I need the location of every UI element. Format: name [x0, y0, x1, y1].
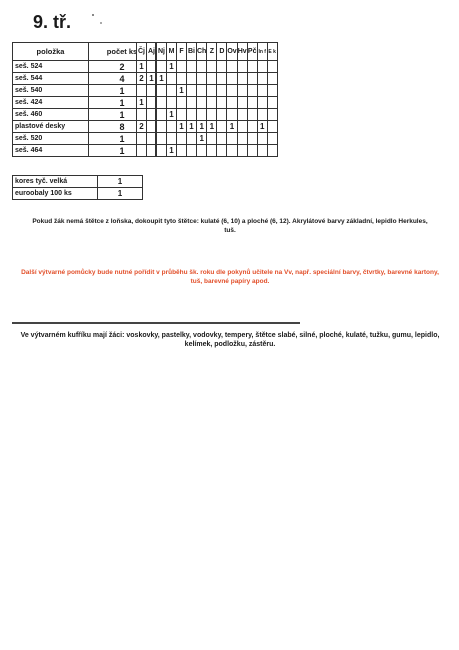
- subject-cell: [177, 109, 187, 121]
- subject-cell: [237, 145, 247, 157]
- subject-cell: 1: [257, 121, 267, 133]
- subject-cell: [147, 85, 157, 97]
- subject-cell: [187, 145, 197, 157]
- subject-cell: [197, 145, 207, 157]
- table-row: [13, 176, 143, 188]
- subject-cell: [197, 85, 207, 97]
- items-header-row: [13, 43, 156, 61]
- subject-cell: 1: [177, 121, 187, 133]
- subject-cell: [247, 121, 257, 133]
- subject-cell: [157, 145, 167, 157]
- column-header-subject: Ch: [197, 43, 207, 61]
- item-name: seš. 544: [13, 73, 89, 85]
- subject-cell: 1: [167, 145, 177, 157]
- subject-cell: [147, 109, 157, 121]
- subject-cell: [167, 121, 177, 133]
- subject-cell: [267, 85, 277, 97]
- item-name: seš. 464: [13, 145, 89, 157]
- subject-cell: [217, 73, 227, 85]
- subject-cell: 1: [147, 73, 157, 85]
- subject-cell: [187, 109, 197, 121]
- subject-cell: [227, 61, 237, 73]
- column-header-subject: In f: [257, 43, 267, 61]
- subject-cell: 1: [137, 97, 147, 109]
- table-row: [137, 133, 278, 145]
- subject-cell: [257, 145, 267, 157]
- subject-cell: [167, 97, 177, 109]
- subject-cell: [207, 97, 217, 109]
- subject-cell: [247, 109, 257, 121]
- table-row: [13, 97, 156, 109]
- subject-cell: [237, 85, 247, 97]
- subject-cell: 1: [137, 61, 147, 73]
- subject-cell: [257, 109, 267, 121]
- subject-cell: [197, 61, 207, 73]
- item-count: 2: [89, 61, 156, 73]
- table-row: [13, 61, 156, 73]
- subject-cell: [157, 97, 167, 109]
- subject-cell: 1: [157, 73, 167, 85]
- column-header-subject: Čj: [137, 43, 147, 61]
- subject-cell: 1: [207, 121, 217, 133]
- table-row: [137, 145, 278, 157]
- column-header-subject: F: [177, 43, 187, 61]
- subject-cell: [247, 73, 257, 85]
- subject-cell: [177, 61, 187, 73]
- subject-cell: 2: [137, 73, 147, 85]
- subject-cell: [267, 133, 277, 145]
- table-row: [13, 145, 156, 157]
- item-count: 4: [89, 73, 156, 85]
- subject-cell: [267, 109, 277, 121]
- subject-cell: [137, 85, 147, 97]
- subject-cell: [217, 61, 227, 73]
- item-count: 1: [89, 85, 156, 97]
- subject-cell: [267, 145, 277, 157]
- subject-cell: [247, 85, 257, 97]
- note-art-kit: Ve výtvarném kufříku mají žáci: voskovky, pastelky, vodovky, tempery, štětce slabé, silné, ploché, kulaté, tužku, gumu, lepidlo, kelímek, podložku, zástěru.: [20, 332, 440, 348]
- subject-cell: [257, 61, 267, 73]
- subject-cell: [217, 97, 227, 109]
- column-header-subject: E k: [267, 43, 277, 61]
- subject-cell: [227, 145, 237, 157]
- subject-cell: 1: [167, 109, 177, 121]
- column-header-count: počet ks: [89, 43, 156, 61]
- page-title: 9. tř.: [33, 12, 72, 32]
- subject-cell: [147, 121, 157, 133]
- subject-cell: [187, 133, 197, 145]
- column-header-subject: Aj: [147, 43, 157, 61]
- items-table: [12, 42, 156, 157]
- subject-cell: [177, 73, 187, 85]
- subject-cell: [167, 133, 177, 145]
- subject-cell: [157, 121, 167, 133]
- subject-cell: 1: [197, 121, 207, 133]
- subject-cell: [257, 85, 267, 97]
- subjects-table: [136, 42, 278, 157]
- item-count: 1: [98, 188, 143, 200]
- subject-cell: [237, 133, 247, 145]
- subject-cell: [147, 97, 157, 109]
- item-name: seš. 520: [13, 133, 89, 145]
- subject-cell: [257, 133, 267, 145]
- item-count: 1: [98, 176, 143, 188]
- subject-cell: [167, 85, 177, 97]
- item-name: seš. 424: [13, 97, 89, 109]
- item-name: euroobaly 100 ks: [13, 188, 98, 200]
- subject-cell: [247, 97, 257, 109]
- subject-cell: [187, 73, 197, 85]
- subject-cell: [137, 109, 147, 121]
- table-row: [13, 121, 156, 133]
- subject-cell: [237, 61, 247, 73]
- subject-cell: [257, 73, 267, 85]
- subject-cell: 2: [137, 121, 147, 133]
- subject-cell: [137, 145, 147, 157]
- table-row: [13, 109, 156, 121]
- subject-cell: [207, 61, 217, 73]
- subject-cell: [267, 61, 277, 73]
- subject-cell: [227, 109, 237, 121]
- column-header-subject: Bi: [187, 43, 197, 61]
- subject-cell: [207, 145, 217, 157]
- subject-cell: [197, 109, 207, 121]
- subject-cell: 1: [177, 85, 187, 97]
- speck: [92, 14, 94, 16]
- subject-cell: 1: [227, 121, 237, 133]
- table-row: [13, 133, 156, 145]
- subject-cell: [157, 85, 167, 97]
- item-name: seš. 460: [13, 109, 89, 121]
- subject-cell: [247, 145, 257, 157]
- item-count: 1: [89, 145, 156, 157]
- column-header-subject: Z: [207, 43, 217, 61]
- subject-cell: [267, 121, 277, 133]
- subject-cell: [217, 133, 227, 145]
- subject-cell: [197, 73, 207, 85]
- subject-cell: [187, 61, 197, 73]
- column-header-subject: Pč: [247, 43, 257, 61]
- column-header-item: položka: [13, 43, 89, 61]
- subject-cell: [157, 133, 167, 145]
- subject-cell: [247, 61, 257, 73]
- extra-items-table: [12, 175, 143, 200]
- item-name: seš. 524: [13, 61, 89, 73]
- item-count: 1: [89, 133, 156, 145]
- subject-cell: 1: [167, 61, 177, 73]
- column-header-subject: Hv: [237, 43, 247, 61]
- subject-cell: [237, 121, 247, 133]
- table-row: [137, 121, 278, 133]
- subject-cell: [217, 121, 227, 133]
- column-header-subject: D: [217, 43, 227, 61]
- subject-cell: 1: [197, 133, 207, 145]
- subject-cell: [187, 97, 197, 109]
- subject-cell: [177, 145, 187, 157]
- subject-cell: [147, 145, 157, 157]
- note-additional-supplies: Další výtvarné pomůcky bude nutné pořídit v průběhu šk. roku dle pokynů učitele na Vv, např. speciální barvy, čtvrtky, barevné kartony, tuš, barevné papíry apod.: [21, 269, 439, 285]
- subject-cell: [207, 133, 217, 145]
- subject-cell: [157, 61, 167, 73]
- item-count: 1: [89, 97, 156, 109]
- table-row: [13, 73, 156, 85]
- item-name: seš. 540: [13, 85, 89, 97]
- subject-cell: [217, 109, 227, 121]
- subject-cell: [227, 85, 237, 97]
- subject-cell: [257, 97, 267, 109]
- subject-cell: [217, 145, 227, 157]
- item-count: 8: [89, 121, 156, 133]
- table-row: [137, 61, 278, 73]
- speck: [100, 22, 102, 24]
- subject-cell: [177, 133, 187, 145]
- subject-cell: [207, 73, 217, 85]
- column-header-subject: Nj: [157, 43, 167, 61]
- subject-cell: [177, 97, 187, 109]
- subject-cell: [237, 97, 247, 109]
- table-row: [137, 73, 278, 85]
- subject-cell: [167, 73, 177, 85]
- table-row: [137, 85, 278, 97]
- subject-cell: [227, 73, 237, 85]
- subject-cell: [267, 97, 277, 109]
- subject-cell: [227, 97, 237, 109]
- subject-cell: [237, 109, 247, 121]
- subject-cell: [207, 85, 217, 97]
- table-row: [13, 85, 156, 97]
- subject-cell: [207, 109, 217, 121]
- subject-cell: 1: [187, 121, 197, 133]
- table-row: [137, 97, 278, 109]
- item-name: plastové desky: [13, 121, 89, 133]
- subject-cell: [247, 133, 257, 145]
- subject-cell: [147, 133, 157, 145]
- column-header-subject: Ov: [227, 43, 237, 61]
- subject-cell: [227, 133, 237, 145]
- subject-cell: [147, 61, 157, 73]
- subject-cell: [197, 97, 207, 109]
- subject-cell: [137, 133, 147, 145]
- note-brushes: Pokud žák nemá štětce z loňska, dokoupit tyto štětce: kulaté (6, 10) a ploché (6, 12). Akrylátové barvy základní, lepidlo Herkules, tuš.: [32, 218, 428, 234]
- item-name: kores tyč. velká: [13, 176, 98, 188]
- subject-cell: [237, 73, 247, 85]
- item-count: 1: [89, 109, 156, 121]
- subject-cell: [267, 73, 277, 85]
- subjects-header-row: [137, 43, 278, 61]
- table-row: [137, 109, 278, 121]
- column-header-subject: M: [167, 43, 177, 61]
- subject-cell: [157, 109, 167, 121]
- table-row: [13, 188, 143, 200]
- divider: [12, 322, 300, 324]
- subject-cell: [187, 85, 197, 97]
- subject-cell: [217, 85, 227, 97]
